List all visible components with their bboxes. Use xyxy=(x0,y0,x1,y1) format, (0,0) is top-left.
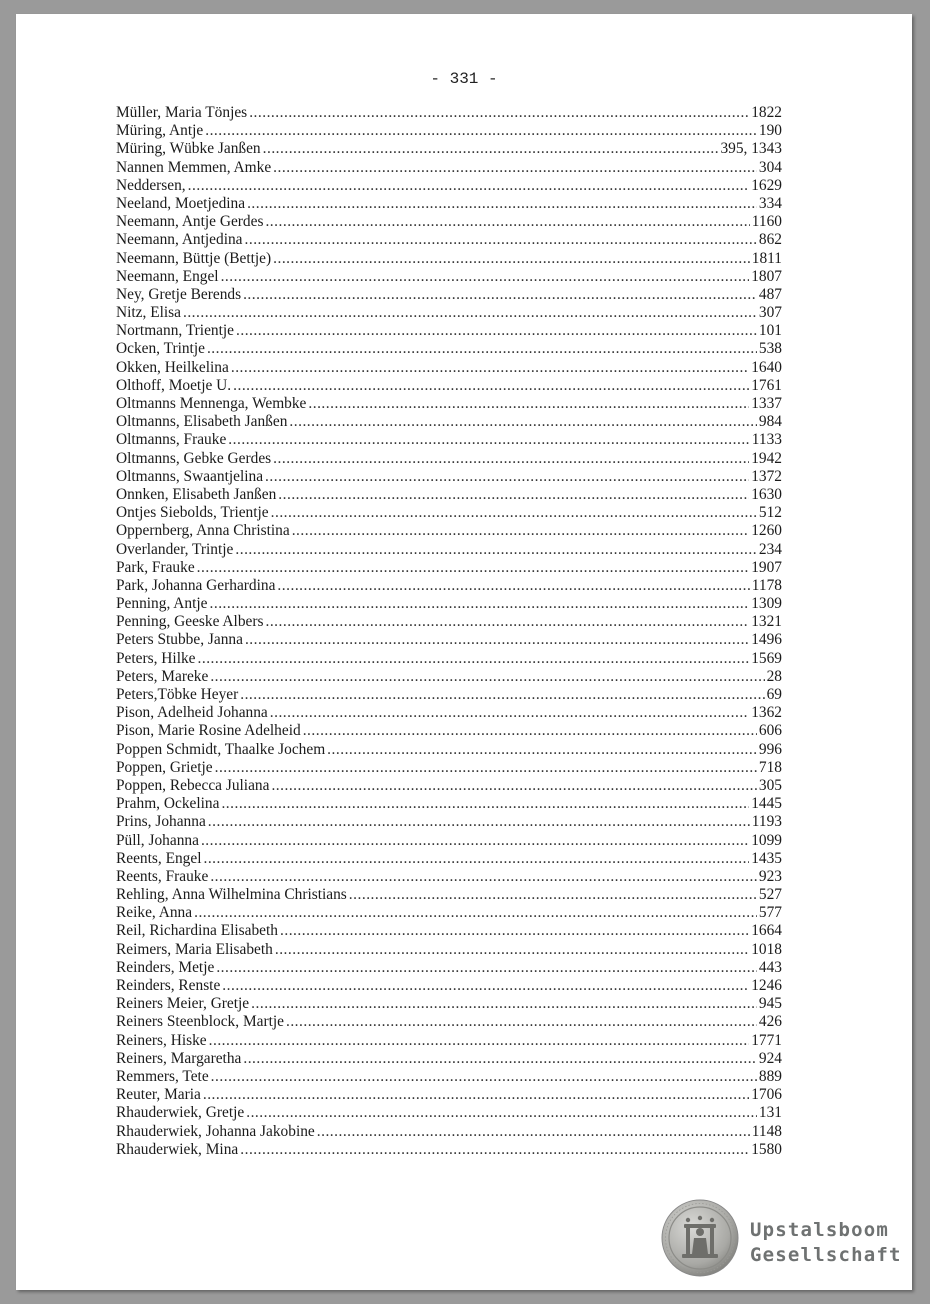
index-entry xyxy=(116,1123,782,1141)
entry-page-ref: 1337 xyxy=(751,395,782,412)
dot-leader xyxy=(207,340,757,358)
dot-leader xyxy=(240,1141,749,1159)
dot-leader xyxy=(215,759,757,777)
entry-page-ref: 1178 xyxy=(751,576,782,594)
entry-name: Müring, Wübke Janßen xyxy=(116,140,261,158)
entry-name: Müring, Antje xyxy=(116,122,204,140)
index-entry xyxy=(116,213,782,231)
dot-leader xyxy=(265,613,749,631)
entry-page-ref: 1362 xyxy=(751,704,782,722)
entry-name: Ney, Gretje Berends xyxy=(116,285,242,303)
dot-leader xyxy=(216,959,757,977)
entry-name: Poppen, Grietje xyxy=(116,758,213,776)
dot-leader xyxy=(277,577,749,595)
dot-leader xyxy=(243,1050,757,1068)
dot-leader xyxy=(273,250,750,268)
entry-name: Neemann, Engel xyxy=(116,267,219,285)
dot-leader xyxy=(273,159,757,177)
entry-page-ref: 1761 xyxy=(751,376,782,394)
index-entry xyxy=(116,286,782,304)
dot-leader xyxy=(271,504,757,522)
index-entry xyxy=(116,268,782,286)
index-entry xyxy=(116,104,782,122)
entry-name: Neemann, Antje Gerdes xyxy=(116,213,264,231)
index-entry xyxy=(116,941,782,959)
entry-page-ref: 1771 xyxy=(751,1031,782,1049)
watermark-line-2: Gesellschaft xyxy=(750,1244,902,1266)
index-entry xyxy=(116,431,782,449)
dot-leader xyxy=(210,668,764,686)
index-entry xyxy=(116,759,782,777)
entry-page-ref: 1811 xyxy=(751,249,782,267)
index-entry xyxy=(116,777,782,795)
upstalsboom-seal-icon xyxy=(660,1198,740,1278)
entry-name: Peters, Hilke xyxy=(116,649,196,667)
dot-leader xyxy=(231,359,749,377)
entry-page-ref: 862 xyxy=(758,231,782,249)
index-entry xyxy=(116,613,782,631)
index-entry xyxy=(116,922,782,940)
entry-page-ref: 512 xyxy=(758,504,782,522)
entry-name: Poppen Schmidt, Thaalke Jochem xyxy=(116,740,326,758)
index-entry xyxy=(116,886,782,904)
entry-page-ref: 101 xyxy=(758,322,782,340)
index-entry xyxy=(116,1068,782,1086)
index-entry xyxy=(116,995,782,1013)
index-entry xyxy=(116,250,782,268)
name-index-list xyxy=(116,104,782,1159)
dot-leader xyxy=(265,468,749,486)
index-entry xyxy=(116,541,782,559)
entry-page-ref: 1569 xyxy=(751,649,782,667)
dot-leader xyxy=(246,1104,757,1122)
index-entry xyxy=(116,486,782,504)
dot-leader xyxy=(194,904,757,922)
entry-name: Peters Stubbe, Janna xyxy=(116,631,243,649)
entry-name: Ocken, Trintje xyxy=(116,340,205,358)
dot-leader xyxy=(183,304,757,322)
entry-page-ref: 69 xyxy=(766,686,782,703)
dot-leader xyxy=(271,777,756,795)
index-entry xyxy=(116,904,782,922)
entry-name: Reiners Meier, Gretje xyxy=(116,995,250,1013)
entry-name: Neemann, Antjedina xyxy=(116,231,243,249)
index-entry xyxy=(116,377,782,395)
dot-leader xyxy=(203,1086,749,1104)
entry-page-ref: 1640 xyxy=(751,358,782,376)
entry-name: Park, Johanna Gerhardina xyxy=(116,576,276,594)
index-entry xyxy=(116,868,782,886)
entry-name: Ontjes Siebolds, Trientje xyxy=(116,504,269,522)
dot-leader xyxy=(210,868,757,886)
entry-page-ref: 1907 xyxy=(751,558,782,576)
dot-leader xyxy=(188,177,750,195)
dot-leader xyxy=(278,486,749,504)
entry-name: Reinders, Renste xyxy=(116,977,221,994)
index-entry xyxy=(116,631,782,649)
entry-name: Okken, Heilkelina xyxy=(116,358,229,376)
entry-name: Remmers, Tete xyxy=(116,1067,209,1085)
entry-page-ref: 1309 xyxy=(751,595,782,613)
entry-page-ref: 527 xyxy=(758,886,782,904)
entry-name: Poppen, Rebecca Juliana xyxy=(116,776,270,794)
entry-name: Reiners, Hiske xyxy=(116,1031,207,1049)
entry-page-ref: 443 xyxy=(758,958,782,976)
dot-leader xyxy=(317,1123,750,1141)
dot-leader xyxy=(222,977,749,995)
index-entry xyxy=(116,504,782,522)
index-entry xyxy=(116,650,782,668)
entry-name: Reimers, Maria Elisabeth xyxy=(116,940,273,958)
entry-page-ref: 1807 xyxy=(751,267,782,285)
entry-page-ref: 334 xyxy=(758,194,782,212)
dot-leader xyxy=(349,886,757,904)
entry-name: Reike, Anna xyxy=(116,904,193,922)
index-entry xyxy=(116,977,782,995)
society-watermark xyxy=(750,1218,902,1268)
entry-name: Onnken, Elisabeth Janßen xyxy=(116,485,277,503)
index-entry xyxy=(116,741,782,759)
dot-leader xyxy=(263,140,719,158)
dot-leader xyxy=(211,1068,757,1086)
dot-leader xyxy=(273,450,749,468)
index-entry xyxy=(116,322,782,340)
index-entry xyxy=(116,1050,782,1068)
entry-name: Reiners, Margaretha xyxy=(116,1049,242,1067)
index-entry xyxy=(116,359,782,377)
entry-page-ref: 538 xyxy=(758,340,782,358)
entry-page-ref: 307 xyxy=(758,304,782,322)
entry-page-ref: 131 xyxy=(758,1104,782,1122)
entry-name: Nortmann, Trientje xyxy=(116,322,234,340)
entry-page-ref: 1822 xyxy=(751,104,782,121)
entry-name: Peters, Mareke xyxy=(116,667,209,685)
dot-leader xyxy=(233,377,749,395)
index-entry xyxy=(116,413,782,431)
dot-leader xyxy=(197,559,750,577)
entry-name: Reents, Frauke xyxy=(116,867,209,885)
entry-name: Peters,Töbke Heyer xyxy=(116,686,239,703)
entry-name: Oltmanns, Gebke Gerdes xyxy=(116,449,272,467)
entry-name: Reuter, Maria xyxy=(116,1086,201,1104)
index-entry xyxy=(116,468,782,486)
entry-name: Neemann, Büttje (Bettje) xyxy=(116,249,272,267)
entry-page-ref: 996 xyxy=(758,740,782,758)
entry-name: Reinders, Metje xyxy=(116,958,215,976)
index-entry xyxy=(116,177,782,195)
entry-page-ref: 305 xyxy=(758,776,782,794)
entry-name: Nitz, Elisa xyxy=(116,304,181,322)
entry-name: Reiners Steenblock, Martje xyxy=(116,1013,284,1031)
dot-leader xyxy=(240,686,764,704)
entry-page-ref: 945 xyxy=(758,995,782,1013)
dot-leader xyxy=(270,704,749,722)
dot-leader xyxy=(308,395,749,413)
entry-name: Reil, Richardina Elisabeth xyxy=(116,922,278,940)
entry-name: Penning, Antje xyxy=(116,595,208,613)
index-entry xyxy=(116,722,782,740)
entry-name: Oltmanns, Elisabeth Janßen xyxy=(116,413,288,431)
index-entry xyxy=(116,795,782,813)
entry-page-ref: 1160 xyxy=(751,213,782,231)
entry-page-ref: 1372 xyxy=(751,467,782,485)
dot-leader xyxy=(289,413,757,431)
index-entry xyxy=(116,522,782,540)
index-entry xyxy=(116,1032,782,1050)
entry-page-ref: 234 xyxy=(758,540,782,558)
index-entry xyxy=(116,1013,782,1031)
index-entry xyxy=(116,140,782,158)
entry-name: Neddersen, xyxy=(116,176,186,194)
index-entry xyxy=(116,1141,782,1159)
index-entry xyxy=(116,668,782,686)
entry-page-ref: 984 xyxy=(758,413,782,431)
index-entry xyxy=(116,959,782,977)
dot-leader xyxy=(303,722,757,740)
entry-page-ref: 924 xyxy=(758,1049,782,1067)
dot-leader xyxy=(327,741,757,759)
entry-name: Rhauderwiek, Gretje xyxy=(116,1104,245,1122)
entry-page-ref: 304 xyxy=(758,158,782,176)
entry-name: Oltmanns, Swaantjelina xyxy=(116,467,264,485)
entry-name: Rhauderwiek, Johanna Jakobine xyxy=(116,1122,315,1140)
entry-page-ref: 923 xyxy=(758,867,782,885)
entry-page-ref: 1321 xyxy=(751,613,782,631)
index-entry xyxy=(116,1104,782,1122)
dot-leader xyxy=(280,922,749,940)
index-entry xyxy=(116,813,782,831)
document-page xyxy=(16,14,912,1290)
dot-leader xyxy=(249,104,749,122)
index-entry xyxy=(116,850,782,868)
entry-page-ref: 1018 xyxy=(751,940,782,958)
index-entry xyxy=(116,832,782,850)
index-entry xyxy=(116,122,782,140)
index-entry xyxy=(116,304,782,322)
entry-page-ref: 1435 xyxy=(751,849,782,867)
entry-name: Prahm, Ockelina xyxy=(116,795,220,813)
entry-page-ref: 1630 xyxy=(751,485,782,503)
dot-leader xyxy=(236,322,757,340)
entry-name: Neeland, Moetjedina xyxy=(116,194,246,212)
entry-name: Overlander, Trintje xyxy=(116,540,234,558)
entry-page-ref: 1496 xyxy=(751,631,782,649)
entry-page-ref: 190 xyxy=(758,122,782,140)
index-entry xyxy=(116,231,782,249)
entry-page-ref: 1942 xyxy=(751,449,782,467)
dot-leader xyxy=(265,213,749,231)
dot-leader xyxy=(245,231,757,249)
entry-page-ref: 1580 xyxy=(751,1140,782,1158)
dot-leader xyxy=(243,286,757,304)
entry-name: Müller, Maria Tönjes xyxy=(116,104,248,121)
index-entry xyxy=(116,595,782,613)
entry-page-ref: 1629 xyxy=(751,176,782,194)
entry-page-ref: 1133 xyxy=(751,431,782,449)
index-entry xyxy=(116,159,782,177)
entry-page-ref: 395, 1343 xyxy=(720,140,782,158)
dot-leader xyxy=(209,1032,750,1050)
dot-leader xyxy=(251,995,757,1013)
entry-name: Prins, Johanna xyxy=(116,813,206,831)
entry-name: Oltmanns, Frauke xyxy=(116,431,227,449)
entry-name: Oppernberg, Anna Christina xyxy=(116,522,290,540)
dot-leader xyxy=(228,431,749,449)
dot-leader xyxy=(210,595,750,613)
entry-name: Rhauderwiek, Mina xyxy=(116,1140,239,1158)
entry-page-ref: 606 xyxy=(758,722,782,740)
index-entry xyxy=(116,686,782,704)
dot-leader xyxy=(245,631,749,649)
index-entry xyxy=(116,195,782,213)
index-entry xyxy=(116,340,782,358)
entry-name: Park, Frauke xyxy=(116,558,195,576)
entry-page-ref: 28 xyxy=(766,667,782,685)
dot-leader xyxy=(275,941,749,959)
dot-leader xyxy=(203,850,749,868)
dot-leader xyxy=(235,541,757,559)
entry-page-ref: 487 xyxy=(758,285,782,303)
entry-page-ref: 1664 xyxy=(751,922,782,940)
entry-name: Rehling, Anna Wilhelmina Christians xyxy=(116,886,347,904)
entry-name: Pison, Adelheid Johanna xyxy=(116,704,268,722)
entry-page-ref: 889 xyxy=(758,1067,782,1085)
entry-name: Nannen Memmen, Amke xyxy=(116,158,272,176)
entry-page-ref: 577 xyxy=(758,904,782,922)
dot-leader xyxy=(286,1013,757,1031)
entry-page-ref: 1246 xyxy=(751,977,782,994)
index-entry xyxy=(116,1086,782,1104)
index-entry xyxy=(116,450,782,468)
entry-page-ref: 1445 xyxy=(751,795,782,813)
entry-page-ref: 1260 xyxy=(751,522,782,540)
entry-name: Oltmanns Mennenga, Wembke xyxy=(116,395,307,412)
entry-name: Reents, Engel xyxy=(116,849,202,867)
dot-leader xyxy=(247,195,757,213)
dot-leader xyxy=(205,122,757,140)
dot-leader xyxy=(292,522,750,540)
entry-name: Olthoff, Moetje U. xyxy=(116,376,232,394)
dot-leader xyxy=(221,795,749,813)
dot-leader xyxy=(221,268,750,286)
entry-name: Penning, Geeske Albers xyxy=(116,613,264,631)
entry-page-ref: 1193 xyxy=(751,813,782,831)
entry-page-ref: 1706 xyxy=(751,1086,782,1104)
index-entry xyxy=(116,559,782,577)
entry-name: Püll, Johanna xyxy=(116,831,199,849)
entry-page-ref: 718 xyxy=(758,758,782,776)
entry-name: Pison, Marie Rosine Adelheid xyxy=(116,722,301,740)
entry-page-ref: 426 xyxy=(758,1013,782,1031)
dot-leader xyxy=(208,813,750,831)
dot-leader xyxy=(198,650,750,668)
index-entry xyxy=(116,704,782,722)
index-entry xyxy=(116,395,782,413)
page-number: - 331 - xyxy=(430,70,498,88)
index-entry xyxy=(116,577,782,595)
watermark-line-1: Upstalsboom xyxy=(750,1219,890,1241)
entry-page-ref: 1099 xyxy=(751,831,782,849)
dot-leader xyxy=(201,832,749,850)
entry-page-ref: 1148 xyxy=(751,1122,782,1140)
